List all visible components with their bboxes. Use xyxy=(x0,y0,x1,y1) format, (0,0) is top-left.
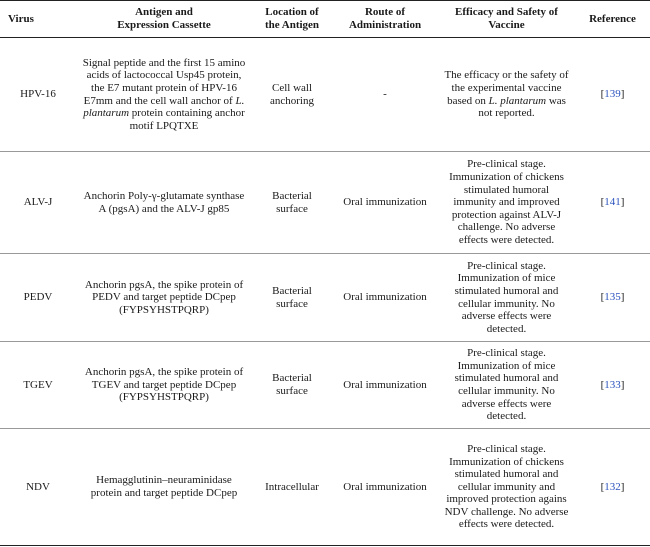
cell-reference: [133] xyxy=(575,342,650,429)
efficacy-text-end: was not reported. xyxy=(478,94,566,120)
cell-efficacy: Pre-clinical stage. Immunization of chickens stimulated humoral immunity and improved protection against ALV-J challenge. No adverse effects were detected. xyxy=(438,152,575,254)
header-reference: Reference xyxy=(575,1,650,38)
cell-reference: [132] xyxy=(575,429,650,546)
cell-virus: PEDV xyxy=(0,254,76,342)
cell-virus: ALV-J xyxy=(0,152,76,254)
table-header xyxy=(0,1,650,38)
cell-efficacy: Pre-clinical stage. Immunization of mice stimulated humoral and cellular immunity. No adverse effects were detected. xyxy=(438,254,575,342)
reference-link[interactable]: 141 xyxy=(604,196,621,209)
cell-route: Oral immunization xyxy=(332,254,438,342)
cell-reference: [139] xyxy=(575,38,650,152)
cell-route: Oral immunization xyxy=(332,429,438,546)
cell-efficacy: Pre-clinical stage. Immunization of mice stimulated humoral and cellular immunity. No adverse effects were detected. xyxy=(438,342,575,429)
cell-reference: [135] xyxy=(575,254,650,342)
table-row xyxy=(0,429,650,546)
species-name: L. plantarum xyxy=(488,94,547,107)
cell-virus: TGEV xyxy=(0,342,76,429)
cell-antigen xyxy=(76,38,252,152)
cell-route: Oral immunization xyxy=(332,342,438,429)
antigen-text-end: protein containing anchor motif LPQTXE xyxy=(129,107,245,132)
reference-link[interactable]: 139 xyxy=(604,88,621,101)
cell-location: Bacterial surface xyxy=(252,254,332,342)
table-row xyxy=(0,342,650,429)
antigen-text: Signal peptide and the first 15 amino acids of lactococcal Usp45 protein, the E7 mutant protein of HPV-16 E7mm and the cell wall anchor of xyxy=(82,56,246,107)
table-row xyxy=(0,38,650,152)
reference-link[interactable]: 132 xyxy=(604,480,621,493)
cell-efficacy: Pre-clinical stage. Immunization of chickens stimulated humoral and cellular immunity and improved protection agains NDV challenge. No adverse effects were detected. xyxy=(438,429,575,546)
header-row xyxy=(0,1,650,38)
cell-route: Oral immunization xyxy=(332,152,438,254)
cell-antigen: Anchorin Poly-γ-glutamate synthase A (pgsA) and the ALV-J gp85 xyxy=(76,152,252,254)
cell-route: - xyxy=(332,38,438,152)
header-route: Route of Administration xyxy=(332,1,438,38)
reference-link[interactable]: 133 xyxy=(604,378,621,391)
reference-link[interactable]: 135 xyxy=(604,291,621,304)
species-name: L. plantarum xyxy=(83,94,245,120)
cell-efficacy xyxy=(438,38,575,152)
header-efficacy: Efficacy and Safety of Vaccine xyxy=(438,1,575,38)
cell-location: Cell wall anchoring xyxy=(252,38,332,152)
cell-virus: HPV-16 xyxy=(0,38,76,152)
efficacy-text: The efficacy or the safety of the experimental vaccine based on xyxy=(444,69,569,107)
header-virus: Virus xyxy=(0,1,76,38)
cell-location: Bacterial surface xyxy=(252,152,332,254)
table-row xyxy=(0,254,650,342)
cell-location: Intracellular xyxy=(252,429,332,546)
cell-virus: NDV xyxy=(0,429,76,546)
cell-location: Bacterial surface xyxy=(252,342,332,429)
table-body xyxy=(0,38,650,546)
cell-antigen: Anchorin pgsA, the spike protein of PEDV and target peptide DCpep (FYPSYHSTPQRP) xyxy=(76,254,252,342)
header-location: Location of the Antigen xyxy=(252,1,332,38)
table-row xyxy=(0,152,650,254)
header-antigen: Antigen and Expression Cassette xyxy=(76,1,252,38)
cell-reference: [141] xyxy=(575,152,650,254)
cell-antigen: Anchorin pgsA, the spike protein of TGEV and target peptide DCpep (FYPSYHSTPQRP) xyxy=(76,342,252,429)
cell-antigen: Hemagglutinin–neuraminidase protein and target peptide DCpep xyxy=(76,429,252,546)
